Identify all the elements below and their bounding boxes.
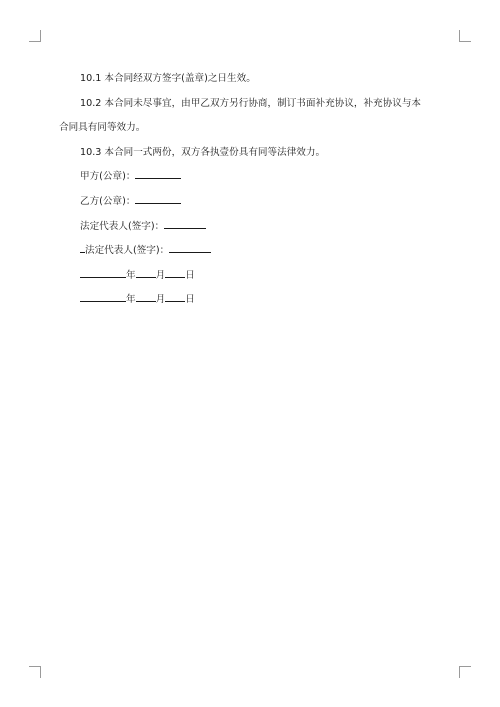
party-b-seal-line xyxy=(59,190,451,215)
date-2-day-blank[interactable] xyxy=(165,292,185,302)
party-a-label: 甲方(公章)： xyxy=(80,171,136,183)
rep-b-signature-blank[interactable] xyxy=(169,243,211,253)
crop-mark-bottom-right xyxy=(459,666,471,678)
crop-mark-top-right xyxy=(459,30,471,42)
date-1-month-blank[interactable] xyxy=(136,268,156,278)
date-1-day-char: 日 xyxy=(185,269,195,281)
clause-10-3: 10.3 本合同一式两份，双方各执壹份具有同等法律效力。 xyxy=(80,146,326,158)
clause-10-2-continued: 合同具有同等效力。 xyxy=(59,122,146,134)
date-1-month-char: 月 xyxy=(155,269,166,281)
rep-a-signature-blank[interactable] xyxy=(164,219,206,229)
rep-b-label: 法定代表人(签字)： xyxy=(85,245,170,257)
rep-a-signature-line xyxy=(59,215,451,240)
date-2-day-char: 日 xyxy=(185,294,195,306)
party-a-seal-line xyxy=(59,165,451,190)
date-line-1 xyxy=(59,264,451,289)
date-2-month-char: 月 xyxy=(155,294,166,306)
date-line-2 xyxy=(59,288,451,313)
document-body xyxy=(59,67,451,313)
clause-10-1: 10.1 本合同经双方签字(盖章)之日生效。 xyxy=(80,73,256,84)
clause-10-2: 10.2 本合同未尽事宜，由甲乙双方另行协商，制订书面补充协议，补充协议与本 xyxy=(80,97,422,109)
crop-mark-top-left xyxy=(29,30,41,42)
date-1-day-blank[interactable] xyxy=(165,268,185,278)
date-2-year-blank[interactable] xyxy=(80,292,126,302)
rep-b-signature-line xyxy=(59,239,451,264)
crop-mark-bottom-left xyxy=(29,666,41,678)
party-b-seal-blank[interactable] xyxy=(135,194,181,204)
date-1-year-char: 年 xyxy=(126,269,136,281)
date-1-year-blank[interactable] xyxy=(80,268,126,278)
date-2-month-blank[interactable] xyxy=(136,292,156,302)
date-2-year-char: 年 xyxy=(126,294,136,306)
rep-a-label: 法定代表人(签字)： xyxy=(80,220,165,232)
party-b-label: 乙方(公章)： xyxy=(80,195,136,207)
party-a-seal-blank[interactable] xyxy=(135,169,181,179)
